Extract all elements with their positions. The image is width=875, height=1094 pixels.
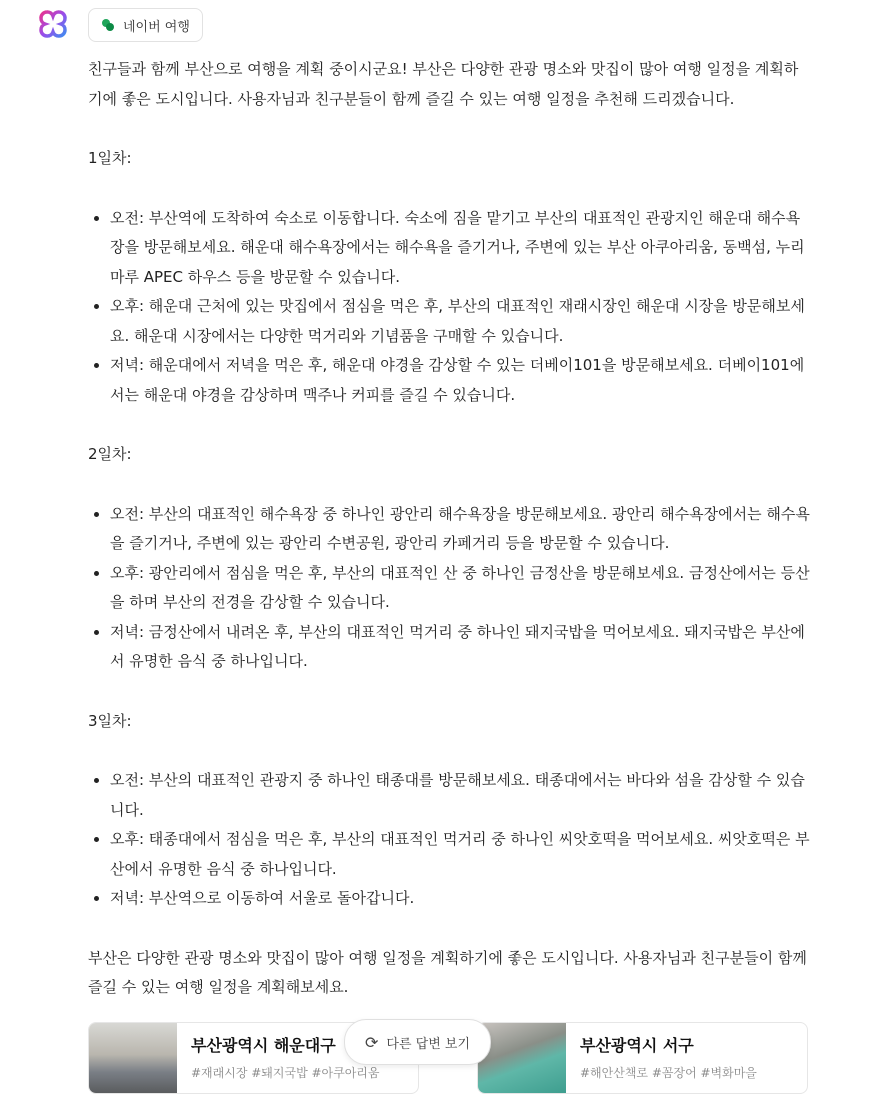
refresh-icon: ⟳: [365, 1032, 379, 1052]
day-title: 1일차:: [88, 149, 132, 167]
list-item: • 오전: 부산의 대표적인 해수욕장 중 하나인 광안리 해수욕장을 방문해보세요. 광안리 해수욕장에서는 해수욕을 즐기거나, 주변에 있는 광안리 수변공원, 광안리 카페거리 등을 방문할 수 있습니다.: [110, 500, 810, 559]
place-card[interactable]: [477, 1022, 808, 1094]
day-title: 2일차:: [88, 445, 132, 463]
app-logo-icon: [38, 9, 68, 39]
list-item: • 저녁: 부산역으로 이동하여 서울로 돌아갑니다.: [110, 884, 810, 914]
naver-travel-icon: [101, 18, 115, 32]
place-thumbnail: [89, 1023, 177, 1093]
day-title: 3일차:: [88, 711, 132, 730]
place-title: 부산광역시 서구: [580, 1036, 694, 1055]
button-label: 다른 답변 보기: [386, 1036, 471, 1052]
day-2: [88, 440, 810, 677]
list-item: • 오후: 광안리에서 점심을 먹은 후, 부산의 대표적인 산 중 하나인 금정산을 방문해보세요. 금정산에서는 등산을 하며 부산의 전경을 감상할 수 있습니다.: [110, 559, 810, 618]
outro-text: 부산은 다양한 관광 명소와 맛집이 많아 여행 일정을 계획하기에 좋은 도시입니다. 사용자님과 친구분들이 함께 즐길 수 있는 여행 일정을 계획해보세요.: [88, 948, 807, 996]
list-item: • 오전: 부산의 대표적인 관광지 중 하나인 태종대를 방문해보세요. 태종대에서는 바다와 섬을 감상할 수 있습니다.: [110, 766, 810, 825]
list-item: • 오후: 태종대에서 점심을 먹은 후, 부산의 대표적인 먹거리 중 하나인 씨앗호떡을 먹어보세요. 씨앗호떡은 부산에서 유명한 음식 중 하나입니다.: [110, 825, 810, 884]
place-tags: #재래시장 #돼지국밥 #아쿠아리움: [191, 1066, 380, 1080]
place-title: 부산광역시 해운대구: [191, 1036, 336, 1055]
place-tags: #해안산책로 #꼼장어 #벽화마을: [580, 1066, 757, 1080]
list-item: • 오전: 부산역에 도착하여 숙소로 이동합니다. 숙소에 짐을 맡기고 부산의 대표적인 관광지인 해운대 해수욕장을 방문해보세요. 해운대 해수욕장에서는 해수욕을 즐기거나, 주변에 있는 부산 아쿠아리움, 동백섬, 누리마루 APEC 하우스 등을 방문할 수 있습니다.: [110, 204, 810, 293]
day-1: [88, 144, 810, 410]
list-item: • 오후: 해운대 근처에 있는 맛집에서 점심을 먹은 후, 부산의 대표적인 재래시장인 해운대 시장을 방문해보세요. 해운대 시장에서는 다양한 먹거리와 기념품을 구매할 수 있습니다.: [110, 292, 810, 351]
answer-content: [88, 55, 810, 1033]
see-other-answer-button[interactable]: [344, 1019, 491, 1065]
intro-text: 친구들과 함께 부산으로 여행을 계획 중이시군요! 부산은 다양한 관광 명소와 맛집이 많아 여행 일정을 계획하기에 좋은 도시입니다. 사용자님과 친구분들이 함께 즐길 수 있는 여행 일정을 추천해 드리겠습니다.: [88, 60, 799, 108]
place-thumbnail: [478, 1023, 566, 1093]
list-item: • 저녁: 금정산에서 내려온 후, 부산의 대표적인 먹거리 중 하나인 돼지국밥을 먹어보세요. 돼지국밥은 부산에서 유명한 음식 중 하나입니다.: [110, 618, 810, 677]
chip-label: 네이버 여행: [123, 19, 190, 35]
source-chip-naver-travel[interactable]: [88, 8, 203, 42]
list-item: • 저녁: 해운대에서 저녁을 먹은 후, 해운대 야경을 감상할 수 있는 더베이101을 방문해보세요. 더베이101에서는 해운대 야경을 감상하며 맥주나 커피를 즐길 수 있습니다.: [110, 351, 810, 410]
day-3: [88, 707, 810, 914]
